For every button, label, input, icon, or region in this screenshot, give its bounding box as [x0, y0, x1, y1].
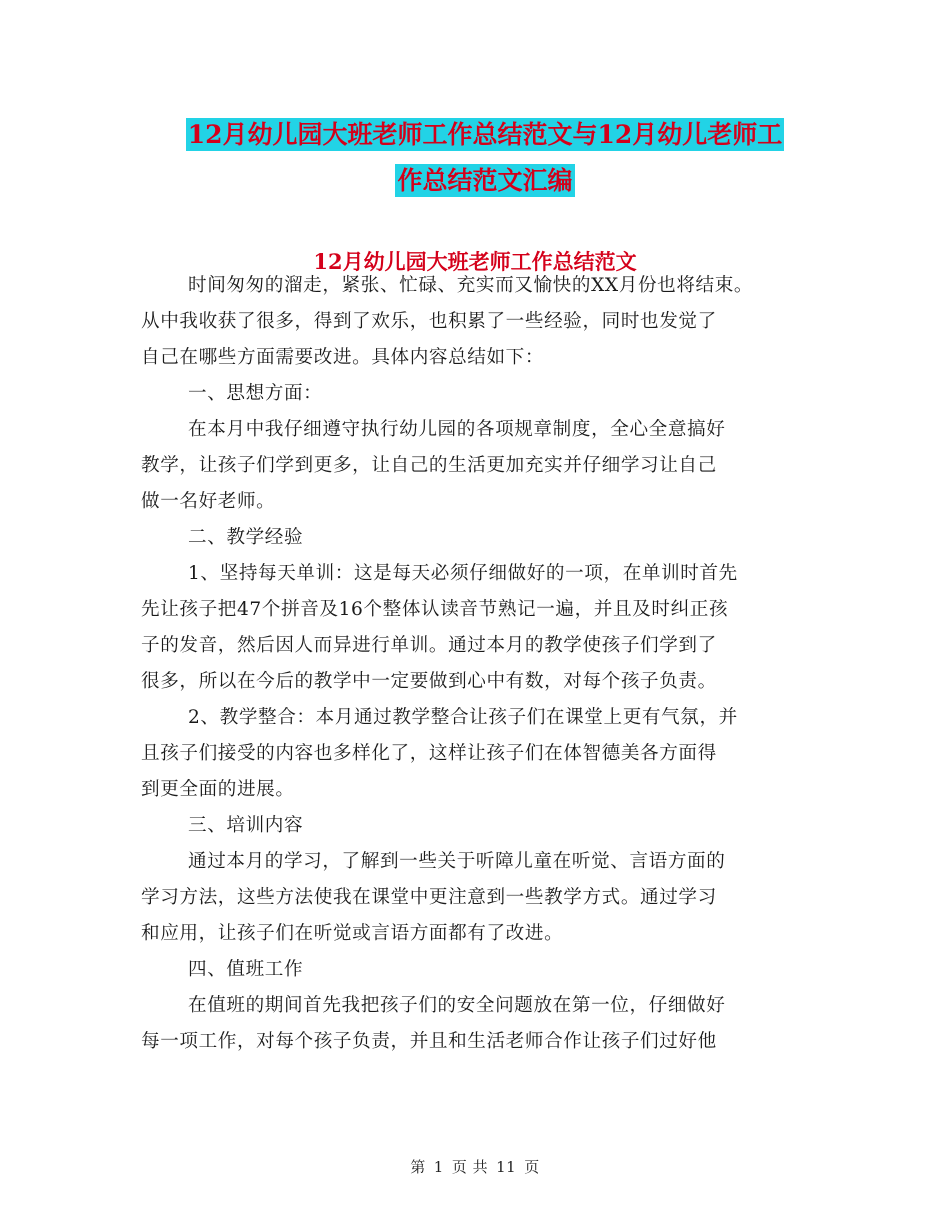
- body-line: 1、坚持每天单训：这是每天必须仔细做好的一项，在单训时首先: [188, 563, 738, 584]
- footer-prefix: 第: [410, 1158, 426, 1176]
- body-line: 2、教学整合：本月通过教学整合让孩子们在课堂上更有气氛，并: [188, 707, 738, 728]
- title-line-1: 12月幼儿园大班老师工作总结范文与12月幼儿老师工: [187, 120, 783, 149]
- section-title: 12月幼儿园大班老师工作总结范文: [313, 249, 637, 274]
- body-line: 先让孩子把47个拼音及16个整体认读音节熟记一遍，并且及时纠正孩: [141, 599, 729, 620]
- title-line-2: 作总结范文汇编: [397, 166, 573, 195]
- footer-total-pages: 11: [496, 1158, 517, 1176]
- body-line: 和应用，让孩子们在听觉或言语方面都有了改进。: [141, 923, 564, 944]
- body-line: 做一名好老师。: [141, 491, 276, 512]
- body-line: 从中我收获了很多，得到了欢乐，也积累了一些经验，同时也发觉了: [141, 311, 717, 332]
- body-line: 通过本月的学习，了解到一些关于听障儿童在听觉、言语方面的: [188, 851, 726, 872]
- body-line: 学习方法，这些方法使我在课堂中更注意到一些教学方式。通过学习: [141, 887, 717, 908]
- body-line: 在值班的期间首先我把孩子们的安全问题放在第一位，仔细做好: [188, 995, 726, 1016]
- document-body: [141, 268, 831, 1060]
- footer-middle: 页 共: [451, 1158, 489, 1176]
- page-footer: [0, 1156, 950, 1177]
- section-heading: 三、培训内容: [188, 815, 304, 836]
- body-line: 在本月中我仔细遵守执行幼儿园的各项规章制度，全心全意搞好: [188, 419, 726, 440]
- section-heading: 二、教学经验: [188, 527, 304, 548]
- body-line: 且孩子们接受的内容也多样化了，这样让孩子们在体智德美各方面得: [141, 743, 717, 764]
- section-heading: 一、思想方面：: [188, 383, 323, 404]
- document-title: [140, 112, 830, 204]
- body-line: 子的发音，然后因人而异进行单训。通过本月的教学使孩子们学到了: [141, 635, 717, 656]
- body-line: 很多，所以在今后的教学中一定要做到心中有数，对每个孩子负责。: [141, 671, 717, 692]
- body-line: 教学，让孩子们学到更多，让自己的生活更加充实并仔细学习让自己: [141, 455, 717, 476]
- footer-suffix: 页: [524, 1158, 540, 1176]
- footer-page-number: 1: [433, 1158, 444, 1176]
- body-line: 自己在哪些方面需要改进。具体内容总结如下：: [141, 347, 545, 368]
- body-line: 到更全面的进展。: [141, 779, 295, 800]
- section-heading: 四、值班工作: [188, 959, 304, 980]
- body-line: 每一项工作，对每个孩子负责，并且和生活老师合作让孩子们过好他: [141, 1031, 717, 1052]
- body-line: 时间匆匆的溜走，紧张、忙碌、充实而又愉快的XX月份也将结束。: [188, 275, 754, 296]
